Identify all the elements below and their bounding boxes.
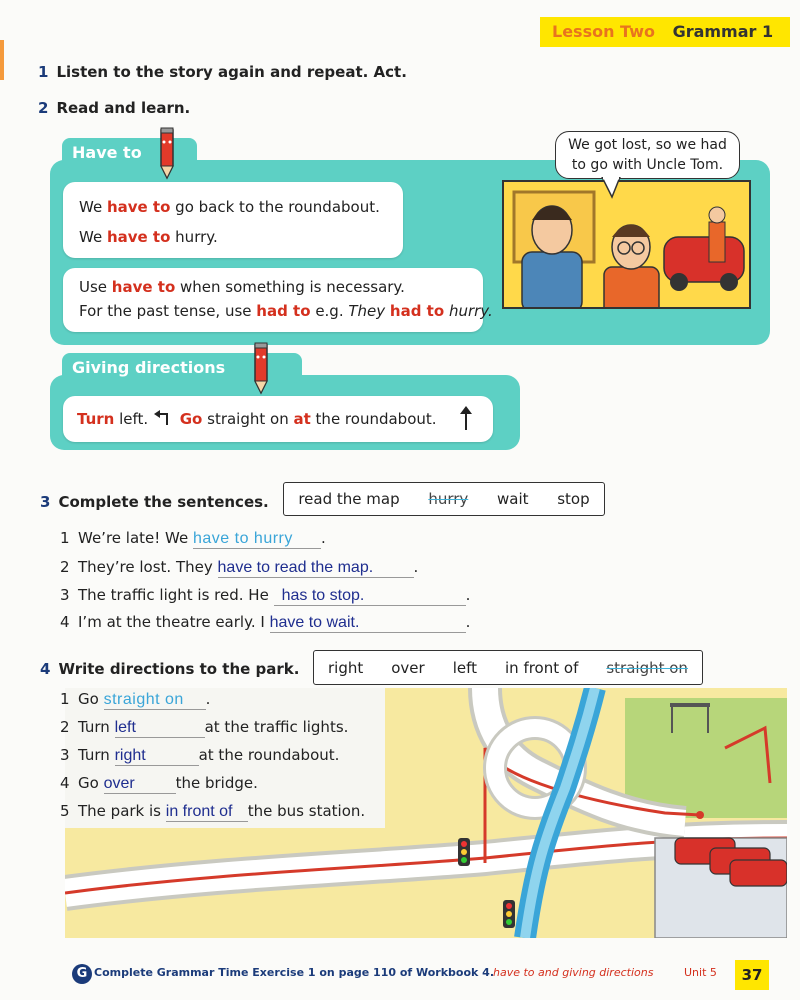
exercise-3-sentence-1: 1 We’re late! We have to hurry .	[60, 529, 326, 547]
answer-blank[interactable]: have to hurry	[193, 530, 321, 549]
have-to-rule	[63, 268, 493, 332]
page-edge-marker	[0, 40, 4, 80]
answer-blank[interactable]: right	[115, 747, 199, 766]
directions-example: Turn left. Go straight on at the roundabout.	[77, 410, 437, 428]
exercise-4-sentence-4: 4 Go over the bridge.	[60, 774, 258, 792]
answer-blank[interactable]: have to read the map.	[218, 559, 414, 578]
speech-bubble: We got lost, so we had to go with Uncle Tom.	[555, 131, 740, 179]
word-option-crossed: straight on	[606, 658, 688, 677]
answer-blank[interactable]: have to wait.	[270, 614, 466, 633]
exercise-4-title: 4 Write directions to the park.	[40, 660, 300, 678]
word-option: right	[328, 658, 364, 677]
exercise-3-sentence-3: 3 The traffic light is red. He has to stop. .	[60, 586, 471, 604]
giving-directions-tag: Giving directions	[62, 353, 302, 383]
turn-left-arrow-icon	[153, 410, 175, 426]
cartoon-figures-illustration	[504, 182, 749, 307]
exercise-3-sentence-2: 2 They’re lost. They have to read the map. .	[60, 558, 419, 576]
word-option: read the map	[298, 490, 400, 508]
answer-blank[interactable]: left	[115, 719, 205, 738]
answer-blank[interactable]: has to stop.	[274, 587, 466, 606]
exercise-4-sentence-3: 3 Turn right at the roundabout.	[60, 746, 340, 764]
grammar-badge-icon: G	[72, 964, 92, 984]
exercise-3-title: 3 Complete the sentences.	[40, 493, 269, 511]
exercise-4-sentence-1: 1 Go straight on .	[60, 690, 211, 708]
exercise-4-sentence-5: 5 The park is in front of the bus station.	[60, 802, 366, 820]
story-illustration	[502, 180, 751, 309]
exercise-4-word-box	[313, 650, 703, 685]
exercise-3-sentence-4: 4 I’m at the theatre early. I have to wait. .	[60, 613, 471, 631]
section-label: Grammar 1	[672, 22, 774, 41]
word-option-crossed: hurry	[428, 490, 469, 508]
word-option: over	[391, 658, 425, 677]
word-option: stop	[557, 490, 590, 508]
instruction-2: 2 Read and learn.	[38, 99, 191, 117]
lesson-label: Lesson Two	[552, 22, 655, 41]
have-to-example-1: We have to go back to the roundabout.	[79, 198, 380, 216]
have-to-rule-2: For the past tense, use had to e.g. They had to hurry.	[79, 302, 493, 320]
exercise-3-word-box	[283, 482, 605, 516]
have-to-rule-1: Use have to when something is necessary.	[79, 278, 405, 296]
workbook-reference: Complete Grammar Time Exercise 1 on page 110 of Workbook 4.	[94, 966, 495, 979]
word-option: in front of	[505, 658, 579, 677]
answer-blank[interactable]: in front of	[166, 803, 248, 822]
have-to-examples	[63, 182, 403, 258]
answer-blank[interactable]: over	[104, 775, 176, 794]
word-option: wait	[496, 490, 529, 508]
instruction-1: 1 Listen to the story again and repeat. Act.	[38, 63, 407, 81]
lesson-banner	[540, 17, 790, 47]
page-number: 37	[735, 960, 769, 990]
pencil-icon	[247, 339, 277, 397]
page-topic: have to and giving directions	[493, 966, 654, 979]
speech-bubble-tail	[600, 177, 624, 199]
word-option: left	[452, 658, 477, 677]
answer-blank[interactable]: straight on	[104, 691, 206, 710]
have-to-example-2: We have to hurry.	[79, 228, 218, 246]
pencil-icon	[153, 124, 183, 182]
straight-on-arrow-icon	[459, 406, 473, 430]
giving-directions-examples	[63, 396, 493, 442]
exercise-4-sentence-2: 2 Turn left at the traffic lights.	[60, 718, 349, 736]
have-to-tag: Have to	[62, 138, 197, 168]
unit-label: Unit 5	[684, 966, 717, 979]
